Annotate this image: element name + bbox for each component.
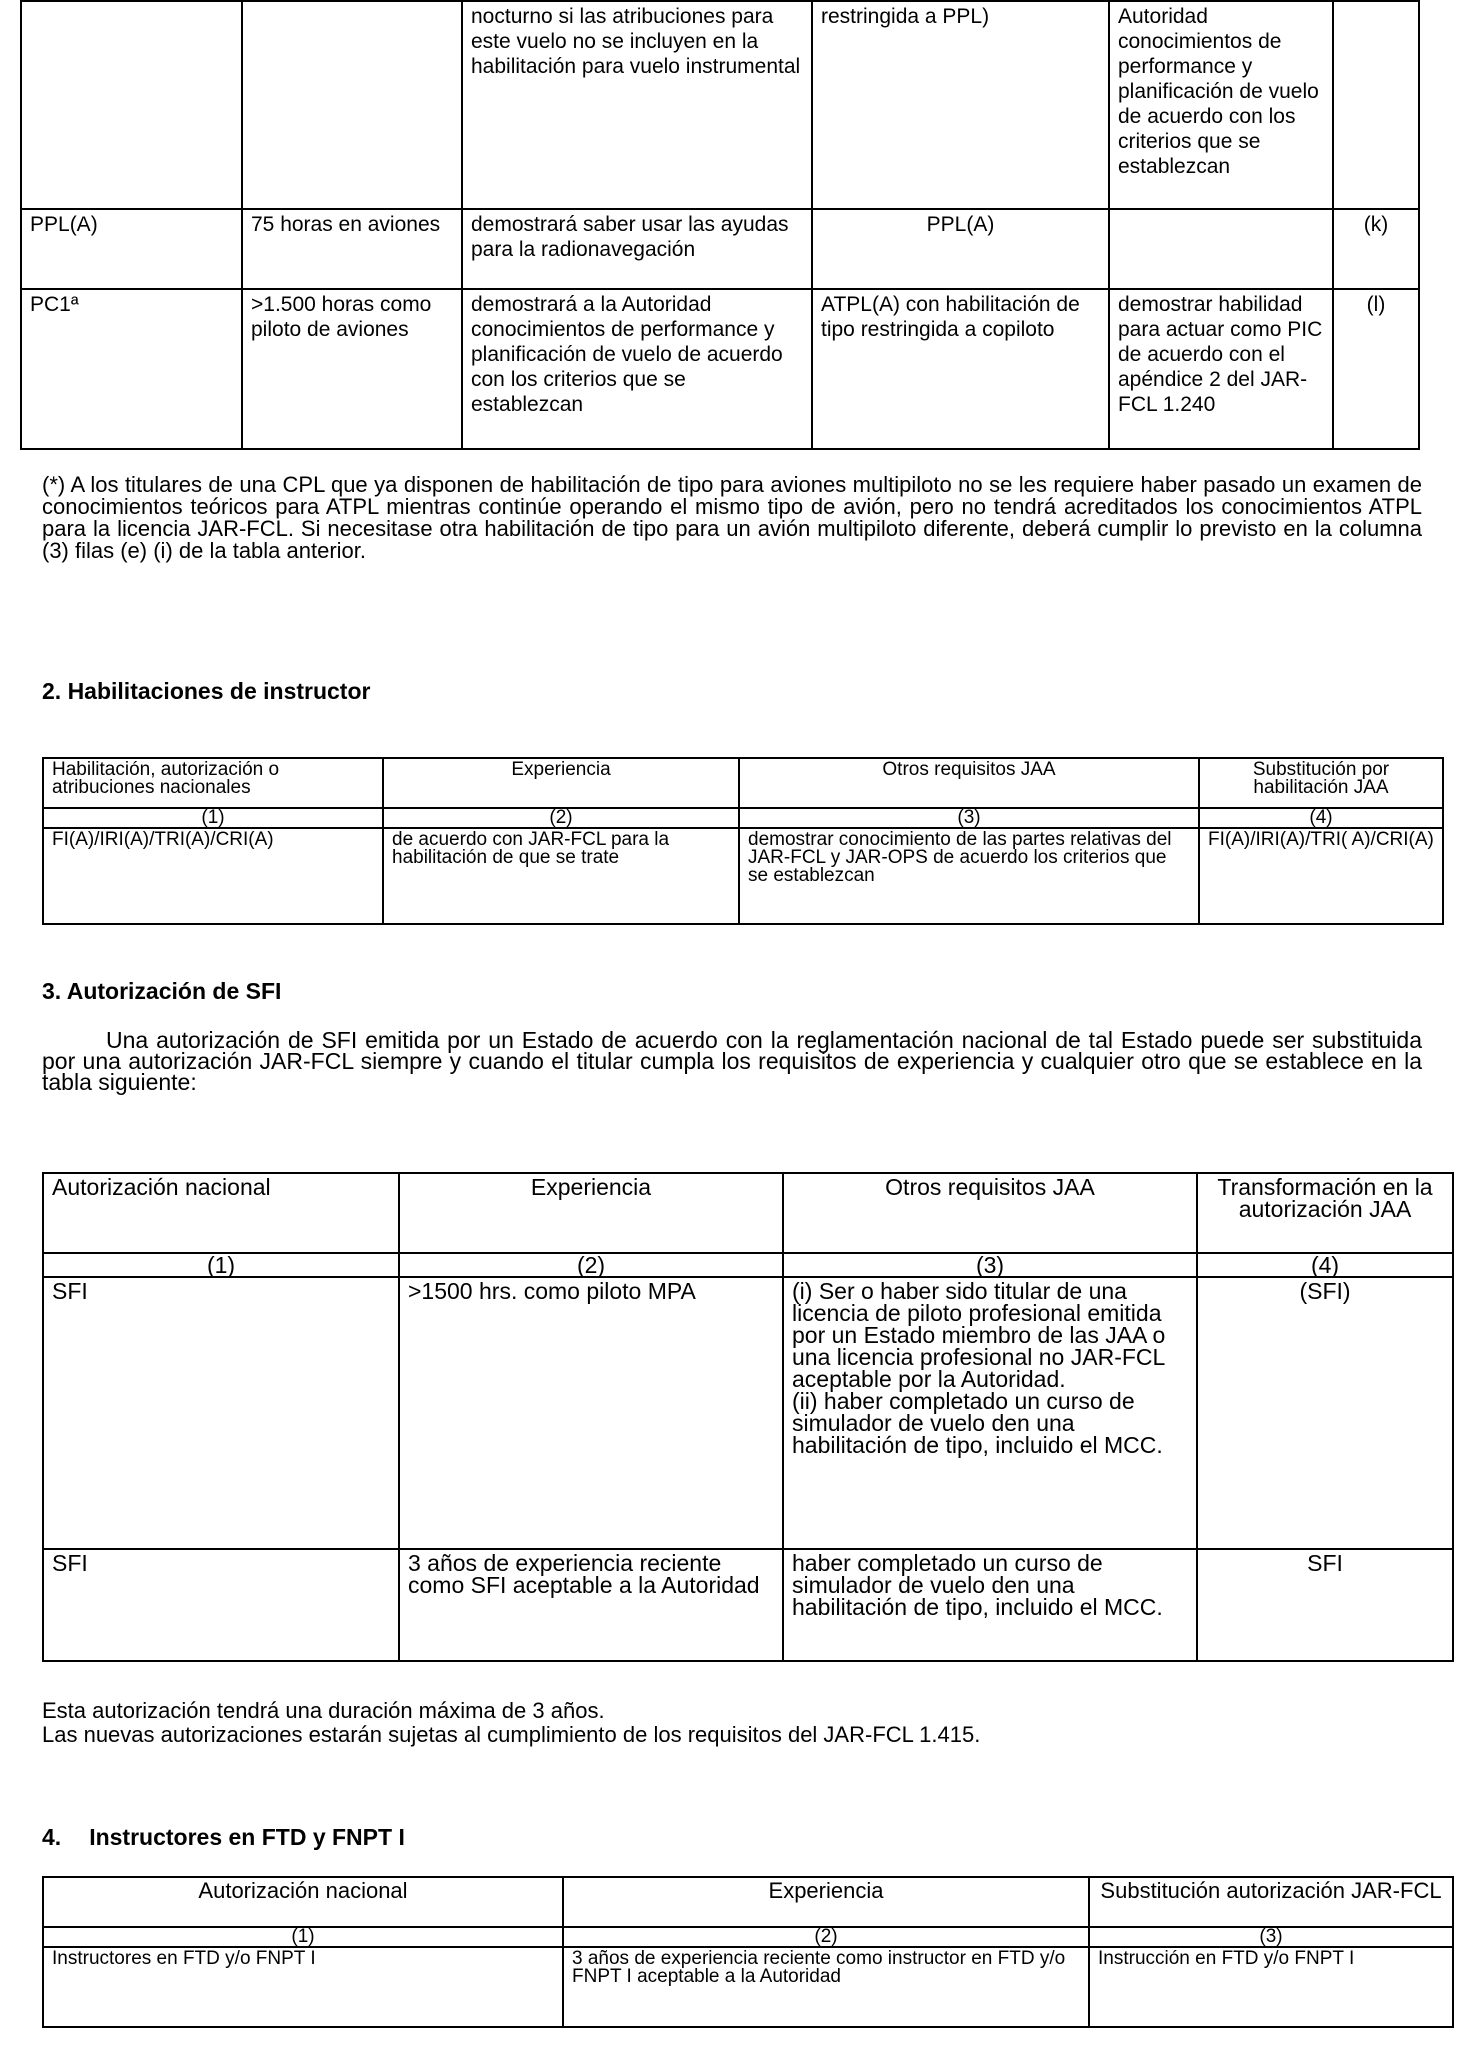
table-row [43,758,1443,808]
table-cell: >1500 hrs. como piloto MPA [399,1277,783,1549]
column-number: (1) [43,1927,563,1947]
table-cell: demostrar conocimiento de las partes relativas del JAR-FCL y JAR-OPS de acuerdo los criterios que se establezcan [739,828,1199,924]
table-row [43,1947,1453,2027]
table-row [43,1253,1453,1277]
table-cell [21,1,242,209]
column-header: Experiencia [399,1173,783,1253]
table-row [43,1173,1453,1253]
table-row [43,1549,1453,1661]
column-header: Habilitación, autorización o atribuciones nacionales [43,758,383,808]
table-cell: 3 años de experiencia reciente como instructor en FTD y/o FNPT I aceptable a la Autoridad [563,1947,1089,2027]
column-header: Transformación en la autorización JAA [1197,1173,1453,1253]
column-header: Otros requisitos JAA [739,758,1199,808]
footnote: (*) A los titulares de una CPL que ya disponen de habilitación de tipo para aviones multipiloto no se les requiere haber pasado un examen de conocimientos teóricos para ATPL mientras continúe operando el mismo tipo de avión, pero no tendrá acreditados los conocimientos ATPL para la licencia JAR-FCL. Si necesitase otra habilitación de tipo para un avión multipiloto diferente, deberá cumplir lo previsto en la columna (3) filas (e) (i) de la tabla anterior. [42,472,1422,563]
table-row [43,1277,1453,1549]
table-row [43,828,1443,924]
table-cell [1333,1,1419,209]
table-row [43,808,1443,828]
column-number: (2) [399,1253,783,1277]
section-paragraph: Una autorización de SFI emitida por un Estado de acuerdo con la reglamentación nacional de tal Estado puede ser substituida por una autorización JAR-FCL siempre y cuando el titular cumpla los requisitos de experiencia y cualquier otro que se establece en la tabla siguiente: [42,1027,1422,1095]
column-header: Substitución autorización JAR-FCL [1089,1877,1453,1927]
table-row [43,1927,1453,1947]
table-cell: SFI [43,1277,399,1549]
section-heading: 2. Habilitaciones de instructor [42,678,371,704]
column-header: Autorización nacional [43,1877,563,1927]
section-heading: 3. Autorización de SFI [42,978,282,1004]
table-cell [783,1277,1197,1549]
table-cell: 3 años de experiencia reciente como SFI aceptable a la Autoridad [399,1549,783,1661]
table-cell: PPL(A) [812,209,1109,289]
table-cell [1109,209,1333,289]
table-cell: >1.500 horas como piloto de aviones [242,289,462,449]
table-instructor-ratings [42,757,1444,925]
table-cell: FI(A)/IRI(A)/TRI(A)/CRI(A) [43,828,383,924]
column-number: (3) [1089,1927,1453,1947]
table-ftd-instructors [42,1876,1454,2028]
column-header: Substitución por habilitación JAA [1199,758,1443,808]
section-heading [42,1824,405,1851]
section-title: Instructores en FTD y FNPT I [89,1824,405,1850]
table-cell: de acuerdo con JAR-FCL para la habilitación de que se trate [383,828,739,924]
table-cell: (l) [1333,289,1419,449]
table-row [43,1877,1453,1927]
table-cell [242,1,462,209]
column-number: (1) [43,1253,399,1277]
table-cell: demostrar habilidad para actuar como PIC de acuerdo con el apéndice 2 del JAR-FCL 1.240 [1109,289,1333,449]
column-header: Experiencia [383,758,739,808]
table-sfi-authorisation [42,1172,1454,1662]
requirements-note: Las nuevas autorizaciones estarán sujetas al cumplimiento de los requisitos del JAR-FCL 1.415. [42,1722,981,1747]
column-number: (2) [383,808,739,828]
table-cell: Autoridad conocimientos de performance y planificación de vuelo de acuerdo con los criterios que se establezcan [1109,1,1333,209]
column-header: Autorización nacional [43,1173,399,1253]
table-cell: Instrucción en FTD y/o FNPT I [1089,1947,1453,2027]
table-cell: (k) [1333,209,1419,289]
table-cell: PPL(A) [21,209,242,289]
column-number: (4) [1199,808,1443,828]
table-cell: SFI [43,1549,399,1661]
table-row [21,1,1419,209]
table-row [21,289,1419,449]
table-cell: nocturno si las atribuciones para este vuelo no se incluyen en la habilitación para vuelo instrumental [462,1,812,209]
column-header: Experiencia [563,1877,1089,1927]
section-number: 4. [42,1824,62,1850]
table-cell: demostrará a la Autoridad conocimientos de performance y planificación de vuelo de acuerdo con los criterios que se establezcan [462,289,812,449]
table-cell: SFI [1197,1549,1453,1661]
column-number: (4) [1197,1253,1453,1277]
requirement-i: (i) Ser o haber sido titular de una licencia de piloto profesional emitida por un Estado miembro de las JAA o una licencia profesional no JAR-FCL aceptable por la Autoridad. [792,1278,1166,1392]
table-cell: (SFI) [1197,1277,1453,1549]
validity-note: Esta autorización tendrá una duración máxima de 3 años. [42,1698,605,1723]
column-header: Otros requisitos JAA [783,1173,1197,1253]
table-licences-continuation [20,0,1420,450]
table-cell: FI(A)/IRI(A)/TRI( A)/CRI(A) [1199,828,1443,924]
column-number: (3) [739,808,1199,828]
column-number: (3) [783,1253,1197,1277]
table-cell: demostrará saber usar las ayudas para la radionavegación [462,209,812,289]
requirement-ii: (ii) haber completado un curso de simulador de vuelo den una habilitación de tipo, incluido el MCC. [792,1388,1163,1458]
table-cell: PC1ª [21,289,242,449]
column-number: (2) [563,1927,1089,1947]
table-cell: restringida a PPL) [812,1,1109,209]
table-cell: ATPL(A) con habilitación de tipo restringida a copiloto [812,289,1109,449]
table-cell: Instructores en FTD y/o FNPT I [43,1947,563,2027]
column-number: (1) [43,808,383,828]
table-cell: haber completado un curso de simulador de vuelo den una habilitación de tipo, incluido el MCC. [783,1549,1197,1661]
table-row [21,209,1419,289]
table-cell: 75 horas en aviones [242,209,462,289]
